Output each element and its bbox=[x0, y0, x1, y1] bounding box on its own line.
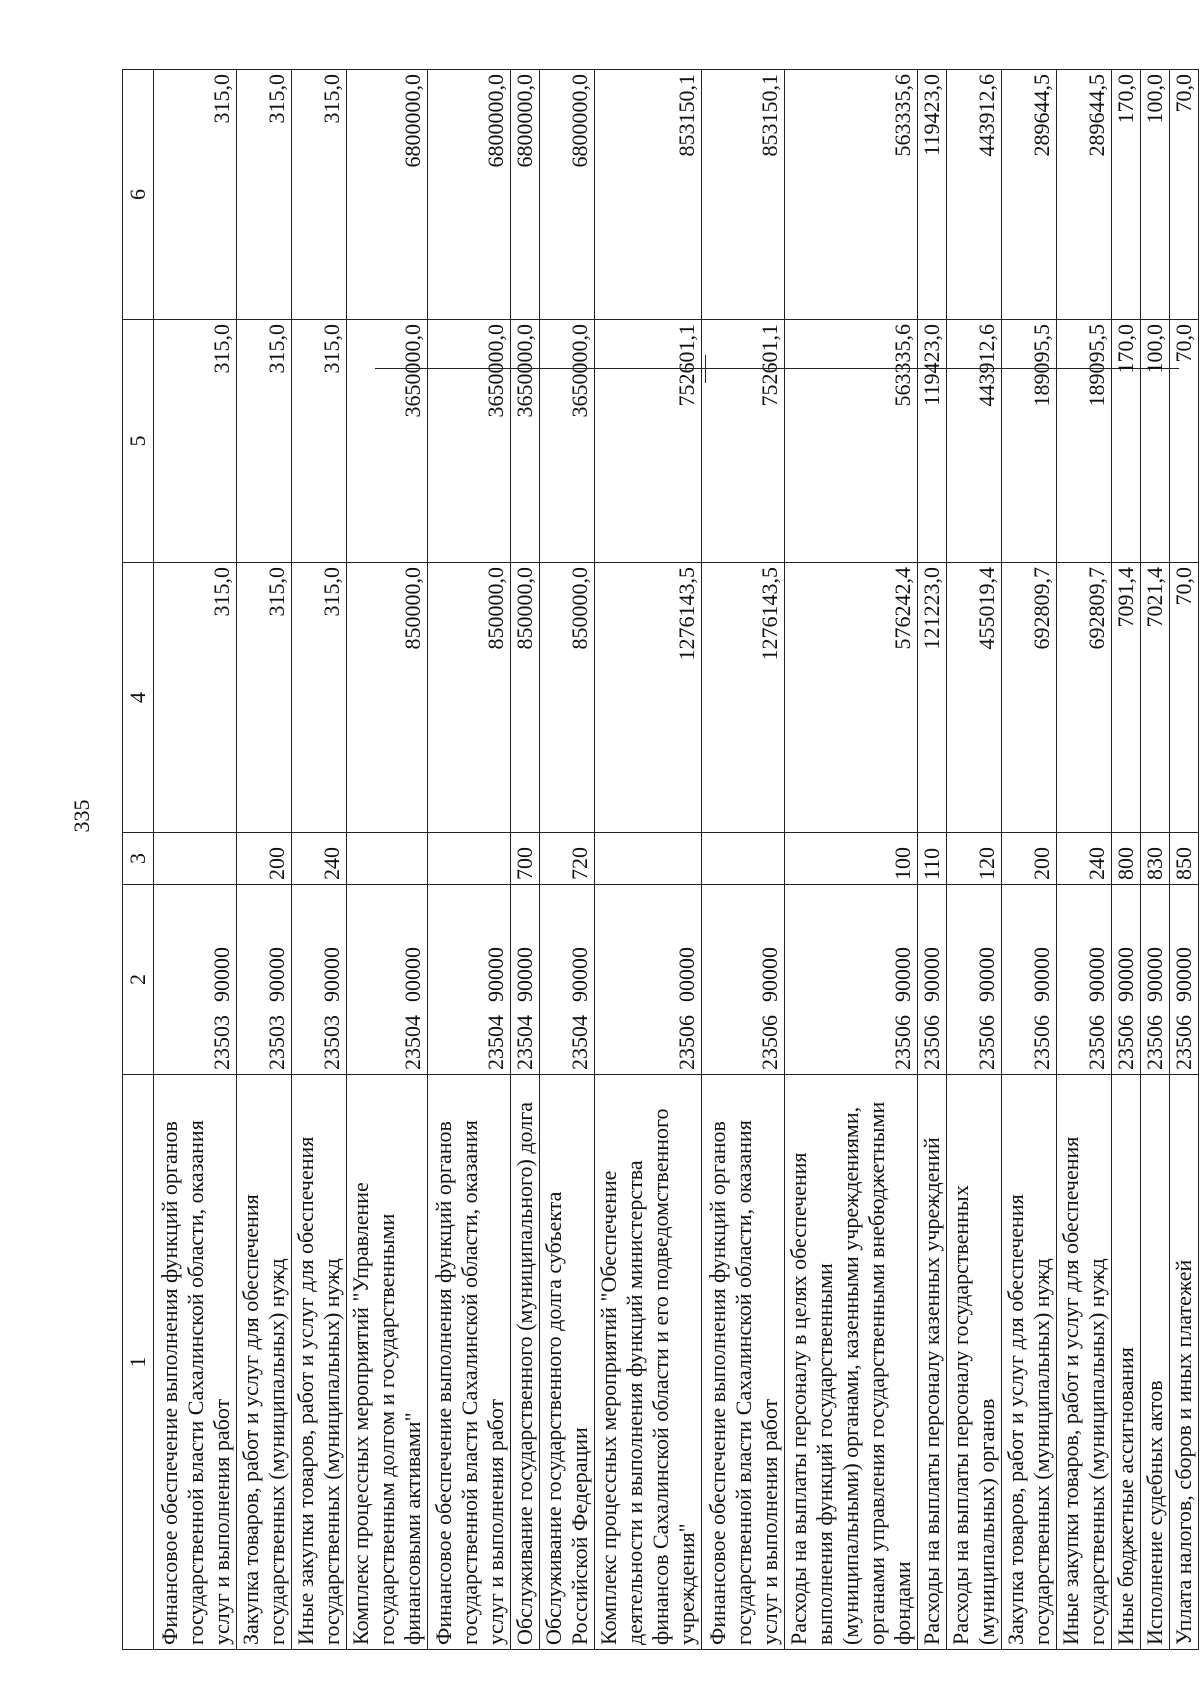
row-amount-v4: 7091,4 bbox=[1112, 563, 1141, 833]
row-expense-type bbox=[702, 833, 785, 885]
row-code bbox=[1002, 885, 1057, 1075]
page-number: 335 bbox=[69, 799, 94, 833]
row-code bbox=[702, 885, 785, 1075]
row-expense-type bbox=[154, 833, 237, 885]
code-program: 23506 bbox=[1142, 1015, 1167, 1070]
table-row bbox=[1112, 70, 1141, 1650]
row-amount-v6: 315,0 bbox=[154, 70, 237, 320]
row-name: Комплекс процессных мероприятий "Обеспечение деятельности и выполнения функций министерства финансов Сахалинской области и его подведомственного учреждения" bbox=[595, 1075, 702, 1650]
code-direction: 90000 bbox=[1029, 947, 1054, 1002]
row-amount-v6: 6800000,0 bbox=[511, 70, 540, 320]
row-amount-v5: 70,0 bbox=[1170, 320, 1199, 563]
table-row bbox=[154, 70, 237, 1650]
row-code bbox=[428, 885, 511, 1075]
code-program: 23506 bbox=[1171, 1015, 1196, 1070]
row-expense-type: 240 bbox=[1057, 833, 1112, 885]
row-expense-type: 120 bbox=[947, 833, 1002, 885]
code-direction: 90000 bbox=[1113, 947, 1138, 1002]
row-amount-v4: 850000,0 bbox=[511, 563, 540, 833]
row-name: Обслуживание государственного долга субъекта Российской Федерации bbox=[540, 1075, 595, 1650]
code-direction: 90000 bbox=[512, 947, 537, 1002]
row-code bbox=[292, 885, 347, 1075]
table-header-row bbox=[123, 70, 154, 1650]
table-row bbox=[511, 70, 540, 1650]
row-expense-type: 800 bbox=[1112, 833, 1141, 885]
code-direction: 90000 bbox=[319, 947, 344, 1002]
row-amount-v6: 100,0 bbox=[1141, 70, 1170, 320]
row-amount-v5: 315,0 bbox=[292, 320, 347, 563]
row-amount-v5: 189095,5 bbox=[1057, 320, 1112, 563]
row-amount-v5: 3650000,0 bbox=[347, 320, 428, 563]
row-expense-type: 200 bbox=[237, 833, 292, 885]
row-code bbox=[1170, 885, 1199, 1075]
table-row bbox=[1002, 70, 1057, 1650]
row-amount-v6: 6800000,0 bbox=[540, 70, 595, 320]
row-amount-v4: 1276143,5 bbox=[702, 563, 785, 833]
code-direction: 90000 bbox=[483, 947, 508, 1002]
row-expense-type: 100 bbox=[785, 833, 918, 885]
row-code bbox=[918, 885, 947, 1075]
row-expense-type: 240 bbox=[292, 833, 347, 885]
row-code bbox=[1057, 885, 1112, 1075]
row-code bbox=[595, 885, 702, 1075]
row-code bbox=[347, 885, 428, 1075]
row-amount-v6: 6800000,0 bbox=[428, 70, 511, 320]
code-direction: 90000 bbox=[890, 947, 915, 1002]
row-name: Финансовое обеспечение выполнения функций органов государственной власти Сахалинской области, оказания услуг и выполнения работ bbox=[428, 1075, 511, 1650]
code-program: 23506 bbox=[1029, 1015, 1054, 1070]
code-program: 23504 bbox=[483, 1015, 508, 1070]
row-amount-v4: 692809,7 bbox=[1057, 563, 1112, 833]
code-program: 23504 bbox=[567, 1015, 592, 1070]
row-amount-v6: 563335,6 bbox=[785, 70, 918, 320]
code-direction: 00000 bbox=[400, 947, 425, 1002]
code-program: 23503 bbox=[209, 1015, 234, 1070]
column-header: 6 bbox=[123, 70, 154, 320]
row-expense-type: 830 bbox=[1141, 833, 1170, 885]
code-direction: 90000 bbox=[567, 947, 592, 1002]
code-program: 23506 bbox=[1084, 1015, 1109, 1070]
row-amount-v4: 455019,4 bbox=[947, 563, 1002, 833]
column-header: 3 bbox=[123, 833, 154, 885]
column-header: 2 bbox=[123, 885, 154, 1075]
code-program: 23503 bbox=[319, 1015, 344, 1070]
code-program: 23506 bbox=[757, 1015, 782, 1070]
row-expense-type bbox=[428, 833, 511, 885]
row-amount-v6: 315,0 bbox=[292, 70, 347, 320]
row-code bbox=[1141, 885, 1170, 1075]
row-expense-type: 200 bbox=[1002, 833, 1057, 885]
code-direction: 90000 bbox=[1084, 947, 1109, 1002]
table-row bbox=[1057, 70, 1112, 1650]
code-program: 23506 bbox=[890, 1015, 915, 1070]
code-program: 23506 bbox=[674, 1015, 699, 1070]
row-amount-v4: 692809,7 bbox=[1002, 563, 1057, 833]
row-amount-v4: 315,0 bbox=[154, 563, 237, 833]
row-expense-type: 720 bbox=[540, 833, 595, 885]
table-row bbox=[947, 70, 1002, 1650]
row-amount-v6: 6800000,0 bbox=[347, 70, 428, 320]
row-amount-v6: 853150,1 bbox=[702, 70, 785, 320]
budget-table bbox=[122, 69, 1199, 1650]
row-name: Иные бюджетные ассигнования bbox=[1112, 1075, 1141, 1650]
code-direction: 00000 bbox=[674, 947, 699, 1002]
row-amount-v5: 3650000,0 bbox=[428, 320, 511, 563]
row-amount-v6: 443912,6 bbox=[947, 70, 1002, 320]
code-program: 23506 bbox=[919, 1015, 944, 1070]
table-row bbox=[702, 70, 785, 1650]
column-header: 4 bbox=[123, 563, 154, 833]
row-amount-v4: 850000,0 bbox=[347, 563, 428, 833]
row-amount-v6: 70,0 bbox=[1170, 70, 1199, 320]
row-amount-v6: 170,0 bbox=[1112, 70, 1141, 320]
code-direction: 90000 bbox=[974, 947, 999, 1002]
row-amount-v5: 3650000,0 bbox=[540, 320, 595, 563]
row-expense-type: 850 bbox=[1170, 833, 1199, 885]
row-name: Расходы на выплаты персоналу казенных учреждений bbox=[918, 1075, 947, 1650]
code-program: 23504 bbox=[400, 1015, 425, 1070]
code-direction: 90000 bbox=[757, 947, 782, 1002]
row-code bbox=[511, 885, 540, 1075]
table-row bbox=[292, 70, 347, 1650]
row-expense-type: 700 bbox=[511, 833, 540, 885]
row-amount-v4: 1276143,5 bbox=[595, 563, 702, 833]
row-amount-v5: 189095,5 bbox=[1002, 320, 1057, 563]
table-row bbox=[595, 70, 702, 1650]
row-amount-v4: 315,0 bbox=[292, 563, 347, 833]
row-name: Закупка товаров, работ и услуг для обеспечения государственных (муниципальных) нужд bbox=[1002, 1075, 1057, 1650]
row-amount-v5: 315,0 bbox=[154, 320, 237, 563]
table-row bbox=[347, 70, 428, 1650]
table-row bbox=[1170, 70, 1199, 1650]
row-code bbox=[237, 885, 292, 1075]
code-program: 23504 bbox=[512, 1015, 537, 1070]
row-name: Закупка товаров, работ и услуг для обеспечения государственных (муниципальных) нужд bbox=[237, 1075, 292, 1650]
code-program: 23506 bbox=[974, 1015, 999, 1070]
row-amount-v5: 443912,6 bbox=[947, 320, 1002, 563]
row-amount-v5: 119423,0 bbox=[918, 320, 947, 563]
table-row bbox=[1141, 70, 1170, 1650]
row-amount-v5: 752601,1 bbox=[702, 320, 785, 563]
row-amount-v5: 170,0 bbox=[1112, 320, 1141, 563]
row-amount-v6: 315,0 bbox=[237, 70, 292, 320]
column-header: 1 bbox=[123, 1075, 154, 1650]
row-amount-v5: 752601,1 bbox=[595, 320, 702, 563]
row-code bbox=[154, 885, 237, 1075]
row-expense-type: 110 bbox=[918, 833, 947, 885]
code-direction: 90000 bbox=[919, 947, 944, 1002]
table-row bbox=[540, 70, 595, 1650]
row-name: Расходы на выплаты персоналу в целях обеспечения выполнения функций государственными (муниципальными) органами, казенными учреждениями, органами управления государственными внебюджетными фондами bbox=[785, 1075, 918, 1650]
row-amount-v6: 853150,1 bbox=[595, 70, 702, 320]
row-name: Финансовое обеспечение выполнения функций органов государственной власти Сахалинской области, оказания услуг и выполнения работ bbox=[702, 1075, 785, 1650]
row-code bbox=[540, 885, 595, 1075]
table-row bbox=[237, 70, 292, 1650]
table-container bbox=[122, 70, 1196, 1650]
row-amount-v6: 289644,5 bbox=[1002, 70, 1057, 320]
code-direction: 90000 bbox=[1142, 947, 1167, 1002]
row-name: Иные закупки товаров, работ и услуг для обеспечения государственных (муниципальных) нужд bbox=[1057, 1075, 1112, 1650]
code-program: 23503 bbox=[264, 1015, 289, 1070]
row-amount-v4: 70,0 bbox=[1170, 563, 1199, 833]
row-name: Иные закупки товаров, работ и услуг для обеспечения государственных (муниципальных) нужд bbox=[292, 1075, 347, 1650]
row-amount-v4: 315,0 bbox=[237, 563, 292, 833]
row-amount-v4: 850000,0 bbox=[428, 563, 511, 833]
row-expense-type bbox=[347, 833, 428, 885]
row-amount-v4: 7021,4 bbox=[1141, 563, 1170, 833]
row-name: Финансовое обеспечение выполнения функций органов государственной власти Сахалинской области, оказания услуг и выполнения работ bbox=[154, 1075, 237, 1650]
row-amount-v6: 289644,5 bbox=[1057, 70, 1112, 320]
code-direction: 90000 bbox=[209, 947, 234, 1002]
row-name: Обслуживание государственного (муниципального) долга bbox=[511, 1075, 540, 1650]
row-code bbox=[1112, 885, 1141, 1075]
row-code bbox=[785, 885, 918, 1075]
code-direction: 90000 bbox=[264, 947, 289, 1002]
row-expense-type bbox=[595, 833, 702, 885]
row-amount-v4: 576242,4 bbox=[785, 563, 918, 833]
row-amount-v5: 315,0 bbox=[237, 320, 292, 563]
row-amount-v4: 121223,0 bbox=[918, 563, 947, 833]
row-name: Расходы на выплаты персоналу государственных (муниципальных) органов bbox=[947, 1075, 1002, 1650]
row-name: Исполнение судебных актов bbox=[1141, 1075, 1170, 1650]
row-amount-v6: 119423,0 bbox=[918, 70, 947, 320]
table-row bbox=[785, 70, 918, 1650]
column-header: 5 bbox=[123, 320, 154, 563]
row-code bbox=[947, 885, 1002, 1075]
row-amount-v5: 563335,6 bbox=[785, 320, 918, 563]
row-amount-v5: 3650000,0 bbox=[511, 320, 540, 563]
row-amount-v5: 100,0 bbox=[1141, 320, 1170, 563]
table-row bbox=[428, 70, 511, 1650]
row-amount-v4: 850000,0 bbox=[540, 563, 595, 833]
code-direction: 90000 bbox=[1171, 947, 1196, 1002]
row-name: Уплата налогов, сборов и иных платежей bbox=[1170, 1075, 1199, 1650]
code-program: 23506 bbox=[1113, 1015, 1138, 1070]
row-name: Комплекс процессных мероприятий "Управление государственным долгом и государственными финансовыми активами" bbox=[347, 1075, 428, 1650]
table-row bbox=[918, 70, 947, 1650]
